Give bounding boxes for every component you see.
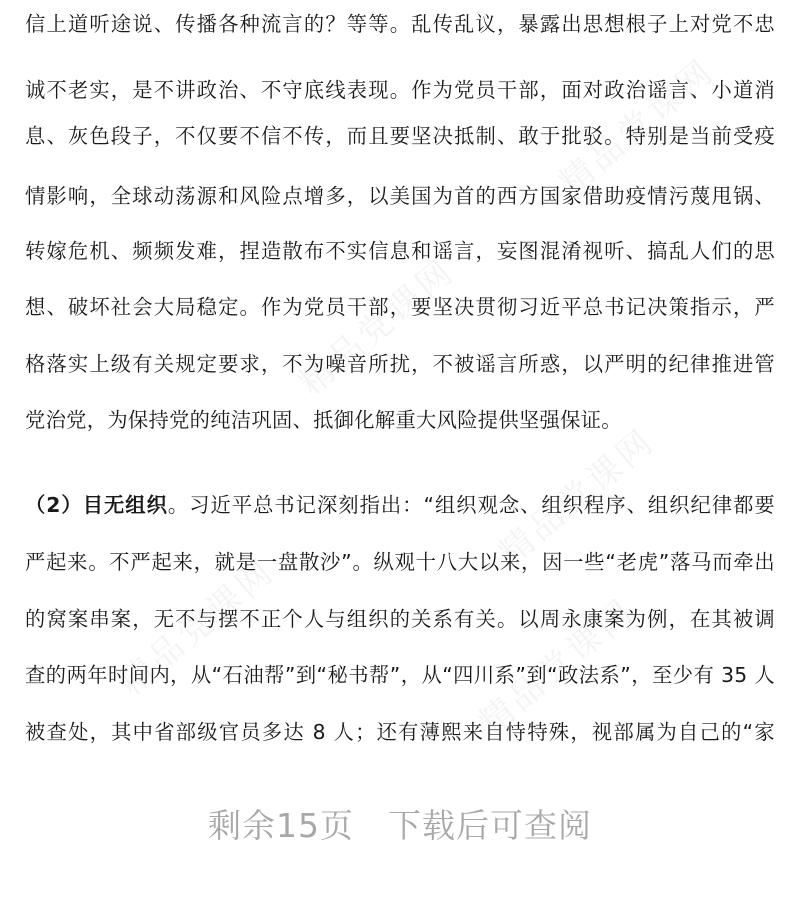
paragraph-line: 党治党，为保持党的纯洁巩固、抵御化解重大风险提供坚强保证。 [25,408,622,432]
paragraph-line: 想、破坏社会大局稳定。作为党员干部，要坚决贯彻习近平总书记决策指示，严 [25,295,775,319]
paragraph-line: 被查处，其中省部级官员多达 8 人；还有薄熙来自恃特殊，视部属为自己的“家 [25,720,775,744]
remaining-pages-prompt[interactable] [0,802,800,850]
paragraph-line: 严起来。不严起来，就是一盘散沙”。纵观十八大以来，因一些“老虎”落马而牵出 [25,550,775,574]
paragraph-line: 情影响，全球动荡源和风险点增多，以美国为首的西方国家借助疫情污蔑甩锅、 [25,184,775,208]
paragraph-line: 转嫁危机、频频发难，捏造散布不实信息和谣言，妄图混淆视听、搞乱人们的思 [25,239,775,263]
paragraph-line: 的窝案串案，无不与摆不正个人与组织的关系有关。以周永康案为例，在其被调 [25,607,775,631]
watermark [286,245,463,405]
paragraph-line: 信上道听途说、传播各种流言的？等等。乱传乱议，暴露出思想根子上对党不忠 [25,12,775,36]
paragraph-line: 查的两年时间内，从“石油帮”到“秘书帮”，从“四川系”到“政法系”，至少有 35 人 [25,663,775,687]
paragraph-line [25,490,775,520]
section-heading-rest: 。习近平总书记深刻指出：“组织观念、组织程序、组织纪律都要 [167,493,775,517]
paragraph-line: 格落实上级有关规定要求，不为噪音所扰，不被谣言所惑，以严明的纪律推进管 [25,352,775,376]
paragraph-line: 诚不老实，是不讲政治、不守底线表现。作为党员干部，面对政治谣言、小道消 [25,78,775,102]
paragraph-line: 息、灰色段子，不仅要不信不传，而且要坚决抵制、敢于批驳。特别是当前受疫 [25,124,775,148]
section-heading: （2）目无组织 [25,493,168,517]
remaining-pages-label: 剩余15页 [208,806,354,845]
download-to-view-label: 下载后可查阅 [388,806,592,845]
